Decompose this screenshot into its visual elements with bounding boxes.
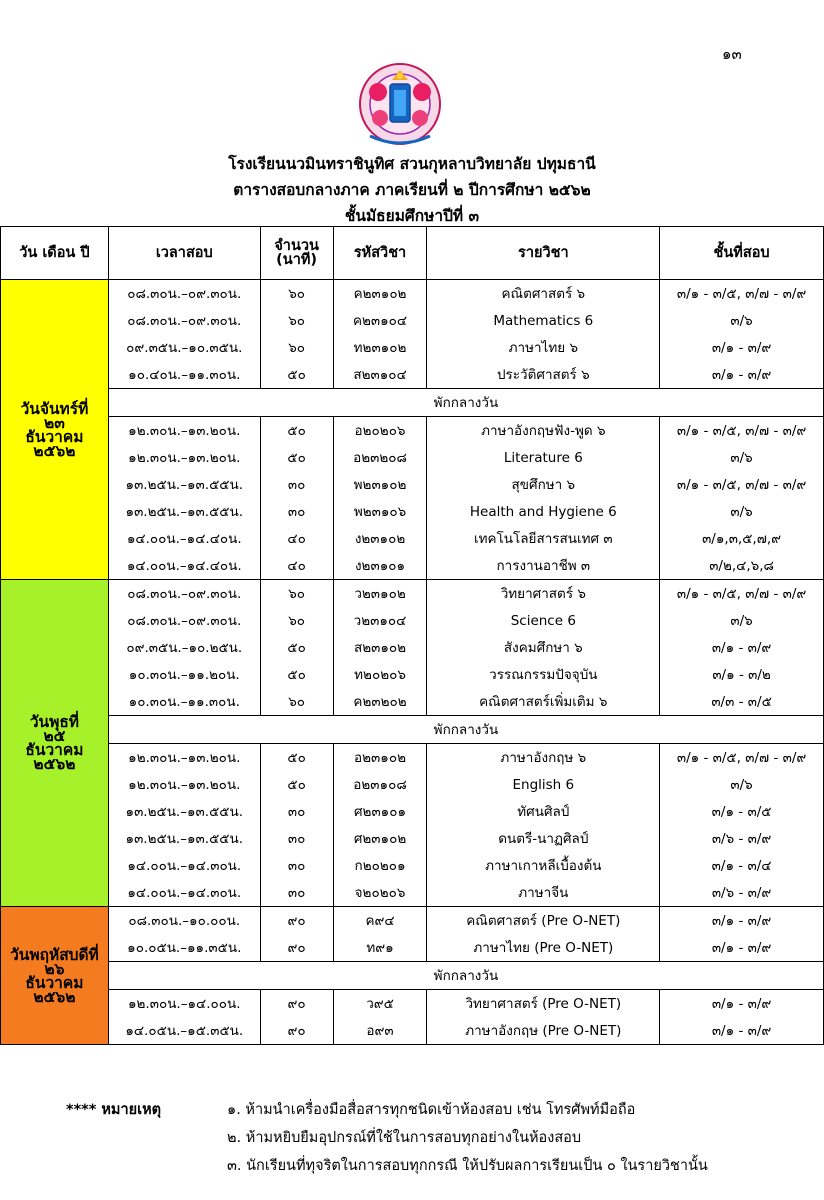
subject-name: ภาษาอังกฤษ ๖	[427, 744, 660, 772]
subject-code: อ๒๐๒๐๖	[333, 417, 427, 445]
exam-rooms: ๓/๑ - ๓/๙	[660, 990, 824, 1018]
exam-rooms: ๓/๒,๔,๖,๘	[660, 552, 824, 580]
subject-name: ประวัติศาสตร์ ๖	[427, 361, 660, 389]
exam-minutes: ๖๐	[260, 607, 333, 634]
table-row	[1, 417, 824, 445]
subject-code: ท๙๑	[333, 934, 427, 962]
exam-rooms: ๓/๑ - ๓/๙	[660, 1017, 824, 1045]
exam-rooms: ๓/๑ - ๓/๕, ๓/๗ - ๓/๙	[660, 471, 824, 498]
notes-label: **** หมายเหตุ	[66, 1102, 162, 1118]
header-minutes	[260, 227, 333, 280]
day-cell-line: ธันวาคม	[25, 973, 84, 992]
note-item: ๓. นักเรียนที่ทุจริตในการสอบทุกกรณี ให้ปรับผลการเรียนเป็น ๐ ในรายวิชานั้น	[227, 1158, 708, 1174]
subject-code: ก๒๐๒๐๑	[333, 852, 427, 879]
subject-code: ง๒๓๑๐๑	[333, 552, 427, 580]
day-cell-line: ๒๖	[44, 959, 65, 978]
exam-minutes: ๖๐	[260, 307, 333, 334]
subject-name: Health and Hygiene 6	[427, 498, 660, 525]
header-time: เวลาสอบ	[108, 227, 260, 280]
table-row	[1, 661, 824, 688]
page-number: ๑๓	[722, 45, 742, 63]
exam-time: ๑๓.๒๕น.–๑๓.๕๕น.	[108, 798, 260, 825]
subject-code: อ๒๓๑๐๒	[333, 744, 427, 772]
note-item: ๒. ห้ามหยิบยืมอุปกรณ์ที่ใช้ในการสอบทุกอย่างในห้องสอบ	[227, 1130, 582, 1146]
exam-time: ๑๔.๐๐น.–๑๔.๔๐น.	[108, 552, 260, 580]
exam-time: ๑๒.๓๐น.–๑๓.๒๐น.	[108, 417, 260, 445]
exam-minutes: ๓๐	[260, 825, 333, 852]
subject-name: Literature 6	[427, 444, 660, 471]
exam-rooms: ๓/๑ - ๓/๙	[660, 634, 824, 661]
day-cell-line: ๒๕๖๒	[33, 987, 76, 1006]
subject-code: ค๒๓๑๐๔	[333, 307, 427, 334]
lunch-break-row	[1, 716, 824, 744]
table-row	[1, 798, 824, 825]
table-row	[1, 771, 824, 798]
day-cell	[1, 907, 109, 1045]
exam-time: ๑๒.๓๐น.–๑๔.๐๐น.	[108, 990, 260, 1018]
day-cell-line: ธันวาคม	[25, 427, 84, 446]
exam-time: ๑๔.๐๐น.–๑๔.๓๐น.	[108, 852, 260, 879]
subject-code: ส๒๓๑๐๔	[333, 361, 427, 389]
subject-code: อ๒๓๒๐๘	[333, 444, 427, 471]
table-header-row	[1, 227, 824, 280]
exam-minutes: ๙๐	[260, 934, 333, 962]
school-seal-logo	[352, 62, 448, 150]
lunch-break-label: พักกลางวัน	[108, 389, 823, 417]
subject-name: วรรณกรรมปัจจุบัน	[427, 661, 660, 688]
header-code: รหัสวิชา	[333, 227, 427, 280]
exam-time: ๑๐.๓๐น.–๑๑.๓๐น.	[108, 688, 260, 716]
exam-rooms: ๓/๖	[660, 444, 824, 471]
day-cell	[1, 280, 109, 580]
exam-minutes: ๓๐	[260, 852, 333, 879]
subject-name: ภาษาอังกฤษฟัง-พูด ๖	[427, 417, 660, 445]
subject-code: พ๒๓๑๐๖	[333, 498, 427, 525]
subject-code: ท๒๓๑๐๒	[333, 334, 427, 361]
subject-code: ค๒๓๒๐๒	[333, 688, 427, 716]
exam-minutes: ๔๐	[260, 552, 333, 580]
table-row	[1, 498, 824, 525]
exam-rooms: ๓/๑ - ๓/๙	[660, 334, 824, 361]
header-date: วัน เดือน ปี	[1, 227, 109, 280]
exam-minutes: ๙๐	[260, 907, 333, 935]
exam-rooms: ๓/๑ - ๓/๙	[660, 907, 824, 935]
exam-rooms: ๓/๖	[660, 307, 824, 334]
exam-minutes: ๕๐	[260, 361, 333, 389]
table-row	[1, 879, 824, 907]
subject-code: ศ๒๓๑๐๒	[333, 825, 427, 852]
exam-rooms: ๓/๑ - ๓/๕, ๓/๗ - ๓/๙	[660, 580, 824, 608]
exam-time: ๑๒.๓๐น.–๑๓.๒๐น.	[108, 771, 260, 798]
table-row	[1, 852, 824, 879]
subject-code: อ๒๓๑๐๘	[333, 771, 427, 798]
subject-name: เทคโนโลยีสารสนเทศ ๓	[427, 525, 660, 552]
subject-name: ภาษาไทย (Pre O-NET)	[427, 934, 660, 962]
subject-code: ส๒๓๑๐๒	[333, 634, 427, 661]
subject-name: ภาษาเกาหลีเบื้องต้น	[427, 852, 660, 879]
subject-code: ศ๒๓๑๐๑	[333, 798, 427, 825]
exam-rooms: ๓/๑ - ๓/๒	[660, 661, 824, 688]
lunch-break-label: พักกลางวัน	[108, 962, 823, 990]
subject-name: ภาษาไทย ๖	[427, 334, 660, 361]
subject-name: การงานอาชีพ ๓	[427, 552, 660, 580]
exam-time: ๑๔.๐๐น.–๑๔.๓๐น.	[108, 879, 260, 907]
table-row	[1, 744, 824, 772]
exam-time: ๑๓.๒๕น.–๑๓.๕๕น.	[108, 825, 260, 852]
subject-name: วิทยาศาสตร์ ๖	[427, 580, 660, 608]
note-item: ๑. ห้ามนำเครื่องมือสื่อสารทุกชนิดเข้าห้องสอบ เช่น โทรศัพท์มือถือ	[227, 1102, 636, 1118]
exam-time: ๐๙.๓๕น.–๑๐.๓๕น.	[108, 334, 260, 361]
subject-name: ภาษาจีน	[427, 879, 660, 907]
table-row	[1, 444, 824, 471]
exam-rooms: ๓/๑ - ๓/๔	[660, 852, 824, 879]
subject-code: ว๒๓๑๐๔	[333, 607, 427, 634]
subject-name: ภาษาอังกฤษ (Pre O-NET)	[427, 1017, 660, 1045]
exam-rooms: ๓/๖ - ๓/๙	[660, 879, 824, 907]
day-cell-line: วันพุธที่	[29, 713, 80, 731]
table-row	[1, 688, 824, 716]
exam-minutes: ๓๐	[260, 879, 333, 907]
exam-minutes: ๓๐	[260, 498, 333, 525]
exam-minutes: ๕๐	[260, 417, 333, 445]
exam-time: ๑๐.๔๐น.–๑๑.๓๐น.	[108, 361, 260, 389]
exam-time: ๐๘.๓๐น.–๐๙.๓๐น.	[108, 280, 260, 308]
header-minutes-line1: จำนวน	[274, 238, 319, 254]
subject-name: Science 6	[427, 607, 660, 634]
header-minutes-line2: (นาที)	[276, 252, 318, 268]
table-row	[1, 607, 824, 634]
subject-code: จ๒๐๒๐๖	[333, 879, 427, 907]
subject-name: สังคมศึกษา ๖	[427, 634, 660, 661]
subject-code: ว๒๓๑๐๒	[333, 580, 427, 608]
subject-code: พ๒๓๑๐๒	[333, 471, 427, 498]
table-row	[1, 825, 824, 852]
subject-name: English 6	[427, 771, 660, 798]
exam-rooms: ๓/๑ - ๓/๕	[660, 798, 824, 825]
exam-rooms: ๓/๖	[660, 498, 824, 525]
table-row	[1, 580, 824, 608]
exam-minutes: ๙๐	[260, 990, 333, 1018]
exam-minutes: ๖๐	[260, 280, 333, 308]
exam-minutes: ๕๐	[260, 744, 333, 772]
day-cell-line: ๒๓	[44, 413, 65, 432]
exam-time: ๑๓.๒๕น.–๑๓.๕๕น.	[108, 498, 260, 525]
table-row	[1, 552, 824, 580]
exam-rooms: ๓/๓ - ๓/๕	[660, 688, 824, 716]
exam-rooms: ๓/๑ - ๓/๕, ๓/๗ - ๓/๙	[660, 744, 824, 772]
day-cell-line: ๒๕	[43, 727, 66, 745]
exam-schedule-table	[0, 226, 824, 1045]
day-cell-line: ๒๕๖๒	[33, 755, 76, 773]
day-cell-line: วันพฤหัสบดีที่	[10, 945, 99, 964]
subject-code: ค๙๔	[333, 907, 427, 935]
exam-time: ๐๘.๓๐น.–๐๙.๓๐น.	[108, 607, 260, 634]
exam-minutes: ๙๐	[260, 1017, 333, 1045]
table-row	[1, 361, 824, 389]
table-row	[1, 334, 824, 361]
exam-time: ๑๐.๓๐น.–๑๑.๒๐น.	[108, 661, 260, 688]
day-cell-line: ๒๕๖๒	[33, 441, 76, 460]
exam-time: ๑๒.๓๐น.–๑๓.๒๐น.	[108, 744, 260, 772]
exam-time: ๐๘.๓๐น.–๐๙.๓๐น.	[108, 580, 260, 608]
subject-name: สุขศึกษา ๖	[427, 471, 660, 498]
exam-time: ๑๔.๐๐น.–๑๔.๔๐น.	[108, 525, 260, 552]
exam-minutes: ๖๐	[260, 334, 333, 361]
subject-name: ทัศนศิลป์	[427, 798, 660, 825]
header-subject: รายวิชา	[427, 227, 660, 280]
subject-name: Mathematics 6	[427, 307, 660, 334]
exam-rooms: ๓/๖	[660, 607, 824, 634]
table-row	[1, 1017, 824, 1045]
subject-name: วิทยาศาสตร์ (Pre O-NET)	[427, 990, 660, 1018]
exam-rooms: ๓/๖	[660, 771, 824, 798]
day-cell	[1, 580, 109, 907]
exam-minutes: ๖๐	[260, 688, 333, 716]
table-row	[1, 307, 824, 334]
subject-code: อ๙๓	[333, 1017, 427, 1045]
subject-name: คณิตศาสตร์ ๖	[427, 280, 660, 308]
subject-name: คณิตศาสตร์ (Pre O-NET)	[427, 907, 660, 935]
exam-minutes: ๖๐	[260, 580, 333, 608]
header-rooms: ชั้นที่สอบ	[660, 227, 824, 280]
subject-code: ค๒๓๑๐๒	[333, 280, 427, 308]
grade-level: ชั้นมัธยมศึกษาปีที่ ๓	[344, 207, 480, 225]
exam-time: ๑๐.๐๕น.–๑๑.๓๕น.	[108, 934, 260, 962]
lunch-break-row	[1, 389, 824, 417]
exam-minutes: ๕๐	[260, 634, 333, 661]
exam-rooms: ๓/๖ - ๓/๙	[660, 825, 824, 852]
exam-rooms: ๓/๑,๓,๕,๗,๙	[660, 525, 824, 552]
day-cell-line: วันจันทร์ที่	[20, 399, 89, 418]
exam-rooms: ๓/๑ - ๓/๕, ๓/๗ - ๓/๙	[660, 280, 824, 308]
exam-time: ๐๙.๓๕น.–๑๐.๒๕น.	[108, 634, 260, 661]
subject-code: ท๒๐๒๐๖	[333, 661, 427, 688]
exam-title: ตารางสอบกลางภาค ภาคเรียนที่ ๒ ปีการศึกษา ๒๕๖๒	[233, 181, 591, 199]
table-row	[1, 280, 824, 308]
subject-name: คณิตศาสตร์เพิ่มเติม ๖	[427, 688, 660, 716]
table-row	[1, 934, 824, 962]
subject-name: ดนตรี-นาฏศิลป์	[427, 825, 660, 852]
subject-code: ว๙๕	[333, 990, 427, 1018]
school-name: โรงเรียนนวมินทราชินูทิศ สวนกุหลาบวิทยาลัย ปทุมธานี	[228, 155, 596, 173]
lunch-break-row	[1, 962, 824, 990]
table-row	[1, 471, 824, 498]
exam-minutes: ๕๐	[260, 444, 333, 471]
exam-minutes: ๔๐	[260, 525, 333, 552]
exam-time: ๐๘.๓๐น.–๑๐.๐๐น.	[108, 907, 260, 935]
table-row	[1, 525, 824, 552]
table-row	[1, 907, 824, 935]
exam-time: ๑๓.๒๕น.–๑๓.๕๕น.	[108, 471, 260, 498]
exam-minutes: ๓๐	[260, 471, 333, 498]
exam-time: ๐๘.๓๐น.–๐๙.๓๐น.	[108, 307, 260, 334]
exam-rooms: ๓/๑ - ๓/๕, ๓/๗ - ๓/๙	[660, 417, 824, 445]
table-row	[1, 990, 824, 1018]
day-cell-line: ธันวาคม	[25, 741, 84, 759]
exam-minutes: ๕๐	[260, 771, 333, 798]
subject-code: ง๒๓๑๐๒	[333, 525, 427, 552]
exam-minutes: ๕๐	[260, 661, 333, 688]
exam-time: ๑๔.๐๕น.–๑๕.๓๕น.	[108, 1017, 260, 1045]
exam-minutes: ๓๐	[260, 798, 333, 825]
table-row	[1, 634, 824, 661]
exam-time: ๑๒.๓๐น.–๑๓.๒๐น.	[108, 444, 260, 471]
lunch-break-label: พักกลางวัน	[108, 716, 823, 744]
exam-rooms: ๓/๑ - ๓/๙	[660, 361, 824, 389]
exam-rooms: ๓/๑ - ๓/๙	[660, 934, 824, 962]
